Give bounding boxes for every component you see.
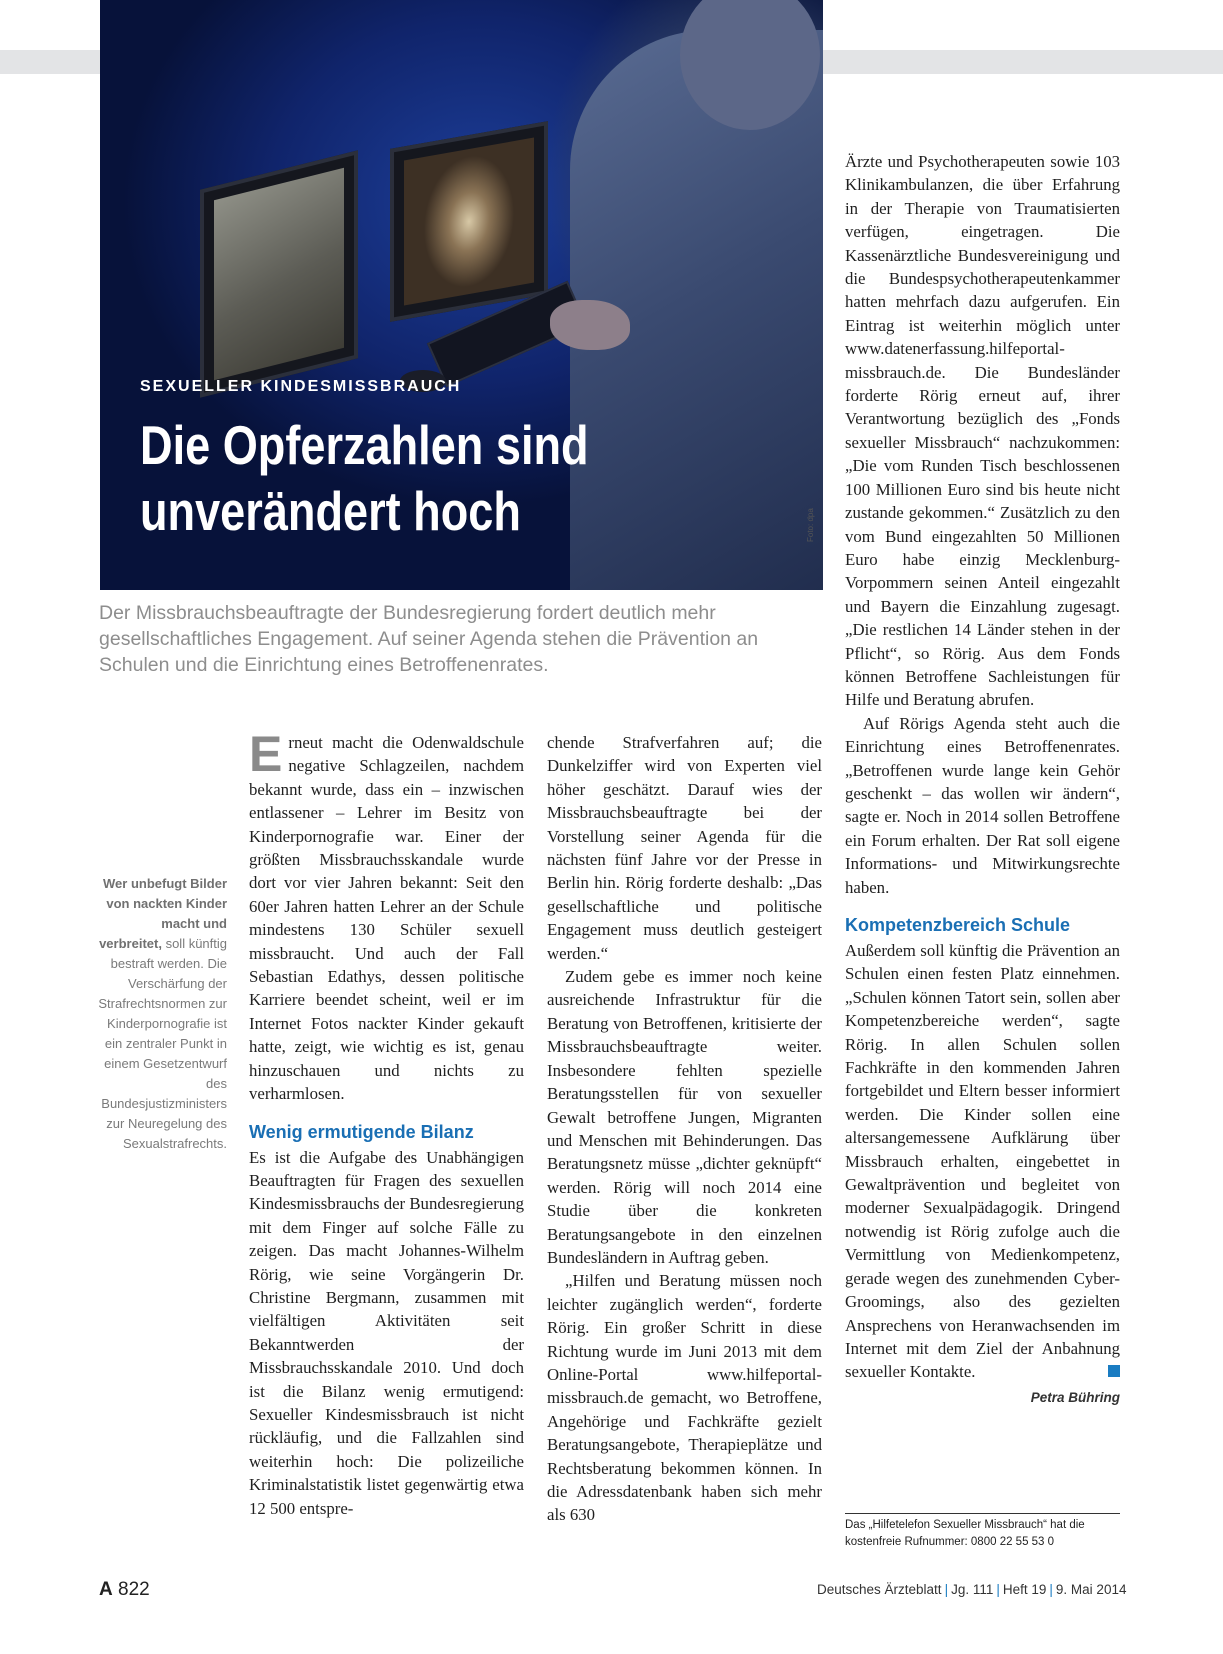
- journal-issue: Heft 19: [1002, 1582, 1047, 1597]
- author-name: Petra Bühring: [1030, 1389, 1120, 1405]
- drop-cap: E: [249, 726, 283, 782]
- paragraph-hilfen-cont: Ärzte und Psychotherapeuten sowie 103 Klinikambulanzen, die über Erfahrung in der Therapie von Traumatisierten verfügen, eingetragen. Die Kassenärztliche Bundesvereinigung und die Bundespsychotherapeutenkammer hatten mehrfach dazu aufgerufen. Ein Eintrag ist weiterhin möglich unter www.datenerfassung.hilfeportal-missbrauch.de. Die Bundesländer forderte Rörig erneut auf, ihrer Verantwortung bezüglich des „Fonds sexueller Missbrauch“ nachzukommen: „Die vom Runden Tisch beschlossenen 100 Millionen Euro sind bis heute nicht zustande gekommen.“ Zusätzlich zu den vom Bund eingezahlten 50 Millionen Euro habe einzig Mecklenburg-Vorpommern seinen Anteil eingezahlt und Bayern die Einzahlung zugesagt. „Die restlichen 14 Länder stehen in der Pflicht“, so Rörig. Aus dem Fonds können Betroffene Sachleistungen für Hilfe und Beratung abrufen.: [845, 152, 1120, 710]
- title-line-1: Die Opferzahlen sind: [140, 414, 589, 476]
- paragraph-infrastruktur: Zudem gebe es immer noch keine ausreichende Infrastruktur für die Beratung von Betroffenen, kritisierte der Missbrauchsbeauftragte weiter. Insbesondere fehlten spezielle Beratungsstellen für von sexueller Gewalt betroffene Jungen, Migranten und Menschen mit Behinderungen. Das Beratungsnetz müsse „dichter geknüpft“ werden. Rörig will noch 2014 eine Studie über die konkreten Beratungsangebote in den einzelnen Bundesländern in Auftrag geben.: [547, 967, 822, 1267]
- paragraph-bilanz: Es ist die Aufgabe des Unabhängigen Beauftragten für Fragen des sexuellen Kindesmissbrauchs der Bundesregierung mit dem Finger auf solche Fälle zu zeigen. Das macht Johannes-Wilhelm Rörig, wie seine Vorgängerin Dr. Christine Bergmann, zusammen mit vielfältigen Aktivitäten seit Bekanntwerden der Missbrauchsskandale 2010. Und doch ist die Bilanz wenig ermutigend: Sexueller Kindesmissbrauch ist nicht rückläufig, und die Fallzahlen sind weiterhin hoch: Die polizeiliche Kriminalstatistik listet gegenwärtig etwa 12 500 entspre-: [249, 1147, 524, 1518]
- paragraph-betroffenenrat: Auf Rörigs Agenda steht auch die Einrichtung eines Betroffenenrates. „Betroffenen wurde lange kein Gehör geschenkt – das wollen wir ändern“, sagte er. Noch in 2014 sollen Betroffene ein Forum erhalten. Der Rat soll eigene Informations- und Mitwirkungsrechte haben.: [845, 713, 1120, 897]
- journal-volume: Jg. 111: [951, 1582, 994, 1597]
- title-line-2: unverändert hoch: [140, 480, 521, 542]
- body-column-2: [547, 731, 822, 1527]
- paragraph-intro: Erneut macht die Odenwaldschule negative Schlagzeilen, nachdem bekannt wurde, dass ein – inzwischen entlassener – Lehrer im Besitz von Kinderpornografie war. Einer der größten Missbrauchsskandale wurde dort vor vier Jahren bekannt: Seit den 60er Jahren hatten Lehrer an der Schule mindestens 130 Schüler sexuell missbraucht. Und auch der Fall Sebastian Edathys, dessen politische Karriere beendet scheint, weil er im Internet Fotos nackter Kinder gekauft hatte, zeigt, wie wichtig es ist, genau hinzuschauen und nichts zu verharmlosen.: [249, 726, 524, 1104]
- hero-monitor-left: [200, 150, 358, 397]
- photo-credit: Foto: dpa: [806, 508, 815, 542]
- info-box-rule: [845, 1513, 1120, 1514]
- hero-monitor-right: [390, 121, 548, 322]
- subhead-schule: Kompetenzbereich Schule: [845, 915, 1071, 935]
- paragraph-bilanz-cont: chende Strafverfahren auf; die Dunkelziffer wird von Experten viel höher geschätzt. Darauf wies der Missbrauchsbeauftragte bei der Vorstellung seiner Agenda für die nächsten fünf Jahre vor der Presse in Berlin hin. Rörig forderte deshalb: „Das gesellschaftliche und politische Engagement muss deutlich gesteigert werden.“: [547, 733, 822, 963]
- end-mark-icon: [1108, 1365, 1120, 1377]
- journal-name: Deutsches Ärzteblatt: [817, 1582, 942, 1597]
- article-title: [140, 412, 648, 544]
- article-lead: Der Missbrauchsbeauftragte der Bundesregierung fordert deutlich mehr gesellschaftliches Engagement. Auf seiner Agenda stehen die Prävention an Schulen und die Einrichtung eines Betroffenenrates.: [99, 602, 759, 676]
- info-box: Das „Hilfetelefon Sexueller Missbrauch“ hat die kostenfreie Rufnummer: 0800 22 55 53 0: [845, 1519, 1085, 1548]
- sidebar-note-text: soll künftig bestraft werden. Die Verschärfung der Strafrechtsnormen zur Kinderpornografie ist ein zentraler Punkt in einem Gesetzentwurf des Bundesjustizministers zur Neuregelung des Sexualstrafrechts.: [98, 936, 227, 1151]
- journal-date: 9. Mai 2014: [1055, 1582, 1127, 1597]
- journal-footer: Deutsches Ärzteblatt | Jg. 111 | Heft 19 | 9. Mai 2014: [817, 1582, 1127, 1597]
- section-label: SEXUELLER KINDESMISSBRAUCH: [140, 378, 462, 395]
- paragraph-schule: Außerdem soll künftig die Prävention an Schulen einen festen Platz einnehmen. „Schulen können Tatort sein, sollen aber Kompetenzbereiche werden“, sagte Rörig. In allen Schulen sollen Fachkräfte in den kommenden Jahren fortgebildet und Eltern besser informiert werden. Die Kinder sollen eine altersangemessene Aufklärung über Missbrauch erhalten, eingebettet in Gewaltprävention und begleitet von moderner Sexualpädagogik. Dringend notwendig ist Rörig zufolge auch die Vermittlung von Medienkompetenz, gerade wegen des zunehmenden Cyber-Groomings, also des gezielten Ansprechens von Heranwachsenden im Internet mit dem Ziel der Anbahnung sexueller Kontakte.: [845, 941, 1120, 1382]
- sidebar-note-bold: Wer unbefugt Bilder von nackten Kinder macht und verbreitet,: [99, 876, 227, 951]
- hero-hand: [550, 300, 630, 350]
- page-number: A 822: [99, 1579, 150, 1600]
- sidebar-note: [95, 874, 227, 1154]
- body-column-1: [249, 726, 524, 1520]
- body-column-3: [845, 150, 1120, 1409]
- paragraph-hilfen: „Hilfen und Beratung müssen noch leichter zugänglich werden“, forderte Rörig. Ein großer Schritt in diese Richtung wurde im Juni 2013 mit dem Online-Portal www.hilfeportal-missbrauch.de gemacht, wo Betroffene, Angehörige und Fachkräfte gezielt Beratungsangebote, Therapieplätze und Rechtsberatung bekommen können. In die Adressdatenbank haben sich mehr als 630: [547, 1271, 822, 1525]
- subhead-bilanz: Wenig ermutigende Bilanz: [249, 1121, 474, 1142]
